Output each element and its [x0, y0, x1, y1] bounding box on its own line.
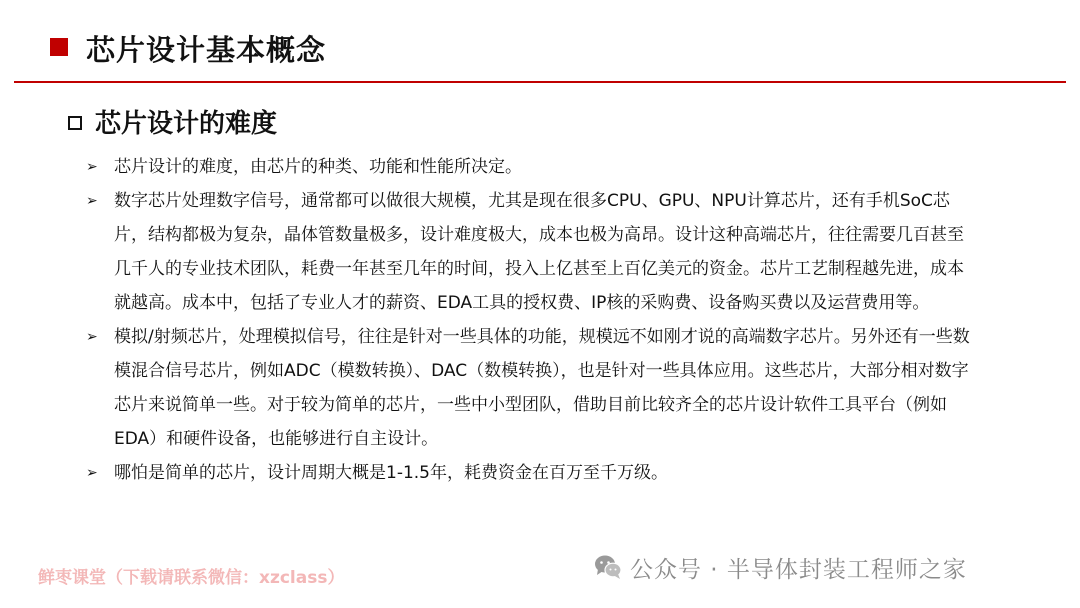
title-marker [50, 38, 68, 56]
bullet-list [86, 150, 976, 490]
list-item [86, 456, 976, 490]
arrow-icon: ➢ [86, 193, 98, 209]
list-item [86, 150, 976, 184]
watermark-left: 鲜枣课堂（下载请联系微信：xzclass） [38, 568, 345, 588]
watermark-right-text: 公众号 · 半导体封装工程师之家 [630, 556, 967, 583]
list-item [86, 320, 976, 456]
bullet-text: 芯片设计的难度，由芯片的种类、功能和性能所决定。 [114, 157, 522, 177]
arrow-icon: ➢ [86, 465, 98, 481]
section-title: 芯片设计的难度 [95, 109, 278, 139]
arrow-icon: ➢ [86, 159, 98, 175]
slide-header [0, 0, 1080, 84]
arrow-icon: ➢ [86, 329, 98, 345]
bullet-text: 哪怕是简单的芯片，设计周期大概是1-1.5年，耗费资金在百万至千万级。 [114, 463, 668, 483]
page-title: 芯片设计基本概念 [86, 33, 327, 67]
header-rule [14, 81, 1066, 83]
wechat-icon [594, 554, 622, 580]
watermark-right [594, 548, 967, 586]
bullet-text: 数字芯片处理数字信号，通常都可以做很大规模，尤其是现在很多CPU、GPU、NPU计算芯片，还有手机SoC芯片，结构都极为复杂，晶体管数量极多，设计难度极大，成本也极为高昂。设计这种高端芯片，往往需要几百甚至几千人的专业技术团队，耗费一年甚至几年的时间，投入上亿甚至上百亿美元的资金。芯片工艺制程越先进，成本就越高。成本中，包括了专业人才的薪资、EDA工具的授权费、IP核的采购费、设备购买费以及运营费用等。 [114, 191, 964, 313]
bullet-text: 模拟/射频芯片，处理模拟信号，往往是针对一些具体的功能，规模远不如刚才说的高端数字芯片。另外还有一些数模混合信号芯片，例如ADC（模数转换）、DAC（数模转换），也是针对一些具体应用。这些芯片，大部分相对数字芯片来说简单一些。对于较为简单的芯片，一些中小型团队，借助目前比较齐全的芯片设计软件工具平台（例如EDA）和硬件设备，也能够进行自主设计。 [114, 327, 970, 449]
list-item [86, 184, 976, 320]
section-square-icon [68, 116, 82, 130]
